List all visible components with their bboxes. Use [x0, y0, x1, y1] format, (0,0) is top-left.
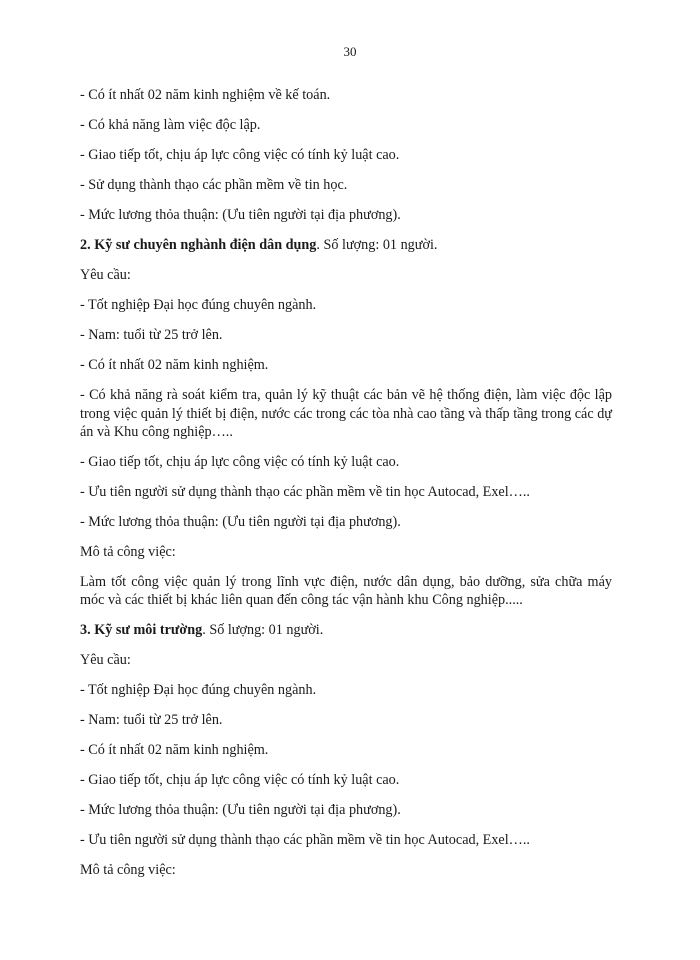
list-item: - Tốt nghiệp Đại học đúng chuyên ngành. [80, 681, 317, 698]
list-item: - Tốt nghiệp Đại học đúng chuyên ngành. [80, 297, 317, 313]
description-text: Làm tốt công việc quản lý trong lĩnh vực điện, nước dân dụng, bảo dưỡng, sửa chữa máy móc và các thiết bị khác liên quan đến công tác vận hành khu Công nghiệp..... [80, 573, 612, 608]
position-2-title: 2. Kỹ sư chuyên nghành điện dân dụng [80, 237, 317, 253]
page-number: 30 [343, 44, 357, 59]
position-3-heading [80, 621, 612, 640]
list-item: - Giao tiếp tốt, chịu áp lực công việc có tính kỷ luật cao. [80, 453, 400, 470]
requirements-label: Yêu cầu: [80, 267, 131, 283]
requirements-label: Yêu cầu: [80, 651, 131, 668]
list-item: - Mức lương thỏa thuận: (Ưu tiên người tại địa phương). [80, 801, 401, 818]
list-item: - Giao tiếp tốt, chịu áp lực công việc có tính kỷ luật cao. [80, 147, 400, 163]
list-item: - Có ít nhất 02 năm kinh nghiệm. [80, 357, 269, 373]
list-item: - Có khả năng rà soát kiểm tra, quản lý kỹ thuật các bản vẽ hệ thống điện, làm việc độc lập trong việc quản lý thiết bị điện, nước các trong các tòa nhà cao tầng và thấp tầng trong các dự án và Khu công nghiệp….. [80, 387, 612, 440]
list-item: - Nam: tuổi từ 25 trở lên. [80, 327, 223, 343]
list-item: - Mức lương thỏa thuận: (Ưu tiên người tại địa phương). [80, 513, 401, 530]
list-item: - Sử dụng thành thạo các phần mềm về tin học. [80, 177, 348, 193]
list-item: - Có ít nhất 02 năm kinh nghiệm về kế toán. [80, 87, 331, 103]
list-item: - Mức lương thỏa thuận: (Ưu tiên người tại địa phương). [80, 207, 401, 223]
position-2-heading [80, 236, 612, 255]
description-label: Mô tả công việc: [80, 543, 176, 560]
list-item: - Ưu tiên người sử dụng thành thạo các phần mềm về tin học Autocad, Exel….. [80, 483, 530, 500]
position-2-quantity: . Số lượng: 01 người. [316, 237, 438, 253]
list-item: - Có khả năng làm việc độc lập. [80, 117, 261, 133]
list-item: - Giao tiếp tốt, chịu áp lực công việc có tính kỷ luật cao. [80, 771, 400, 788]
document-body [80, 86, 612, 891]
list-item: - Ưu tiên người sử dụng thành thạo các phần mềm về tin học Autocad, Exel….. [80, 831, 530, 848]
description-label: Mô tả công việc: [80, 861, 176, 878]
list-item: - Nam: tuổi từ 25 trở lên. [80, 711, 223, 728]
position-3-quantity: . Số lượng: 01 người. [202, 621, 324, 638]
position-3-title: 3. Kỹ sư môi trường [80, 621, 203, 638]
list-item: - Có ít nhất 02 năm kinh nghiệm. [80, 741, 269, 758]
